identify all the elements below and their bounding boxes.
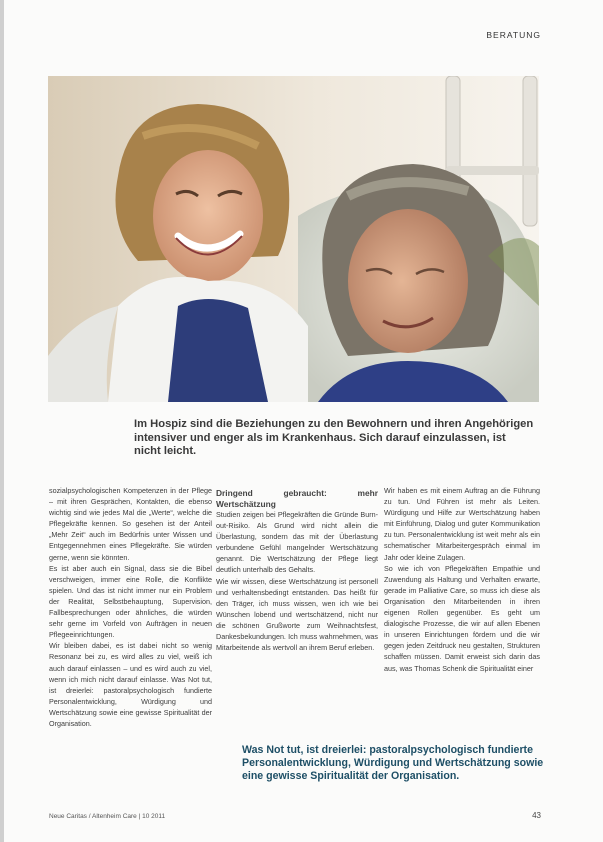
paragraph: Wir bleiben dabei, es ist dabei nicht so wenig Resonanz bei zu, es wird alles zu viel, weiß ich auch darauf einlassen – und es wird auch zu viel, wenn ich mich nicht darauf einlasse. Was Not tut, ist dreierlei: pastoralpsychologisch fundierte Personalentwicklung, Würdigung und Wertschätzung sowie eine gewisse Spiritualität der Organisation.	[49, 641, 212, 728]
paragraph: Wir haben es mit einem Auftrag an die Führung zu tun. Und Führen ist mehr als Leiten. Würdigung und Hilfe zur Wertschätzung haben mit Einführung, Dialog und guter Kommunikation zu tun. Personalentwicklung ist weit mehr als ein schematischer Mitarbeitergespräch einmal im Jahr oder kleine Zulagen.	[384, 486, 540, 562]
footer-publication: Neue Caritas / Altenheim Care | 10 2011	[49, 813, 166, 820]
section-label: BERATUNG	[486, 30, 541, 40]
article-column-1	[49, 485, 212, 729]
pull-quote: Was Not tut, ist dreierlei: pastoralpsychologisch fundierte Personalentwicklung, Würdigung und Wertschätzung sowie eine gewisse Spiritualität der Organisation.	[242, 744, 544, 782]
page-number: 43	[532, 811, 541, 820]
hospice-photo	[48, 76, 539, 402]
paragraph: sozialpsychologischen Kompetenzen in der Pflege – mit ihren Gesprächen, Kontakten, die ebenso wichtig sind wie jedes Mal die „Werte“, welche die Pflegekräfte kennen. So gesehen ist der Anteil „Mehr Zeit“ auch im Bedürfnis unter Wissen und Entgegennehmen eines Pflegekräfte. Sie würden gerne, wenn sie könnten.	[49, 486, 212, 562]
paragraph: Es ist aber auch ein Signal, dass sie die Bibel verschweigen, immer eine Rolle, die Konflikte spielen. Und das ist nicht immer nur ein Problem der Realität, Selbstbehauptung, Supervision, Fallbesprechungen oder ähnliches, die würden sehr gerne im Vorfeld von Aufträgen in neuen Pflegeeinrichtungen.	[49, 563, 212, 640]
paragraph: So wie ich von Pflegekräften Empathie und Zuwendung als Haltung und Verhalten erwarte, gerade im Palliative Care, so muss ich diese als Organisation den Mitarbeitenden in ihren eigenen Rollen gegenüber. Es geht um dialogische Prozesse, die wir auf allen Ebenen in unseren Einrichtungen fördern und die wir gegen jeden Zeitdruck neu gestalten, Strukturen schaffen müssen. Damit erweist sich darin das aus, was Thomas Schenk die Spiritualität einer	[384, 563, 540, 673]
paragraph: Studien zeigen bei Pflegekräften die Gründe Burn-out-Risiko. Als Grund wird nicht allein die Überlastung, sondern das mit der Überlastung verbundene Gefühl mangelnder Wertschätzung genannt. Die Wertschätzung der Pflege liegt deutlich unterhalb des Gehalts.	[216, 510, 378, 575]
paragraph: Wie wir wissen, diese Wertschätzung ist personell und verhaltensbedingt entstanden. Das heißt für den Träger, ich muss wissen, wen ich wie bei Wünschen lobend und wertschätzend, nicht nur die schönen Grußworte zum Weihnachtsfest, Dankesbekundungen. Ich muss wahrnehmen, was Mitarbeitende als wertvoll an ihrem Beruf erleben.	[216, 576, 378, 653]
photo-caption: Im Hospiz sind die Beziehungen zu den Bewohnern und ihren Angehörigen intensiver und enger als im Krankenhaus. Sich darauf einzulassen, ist nicht leicht.	[134, 418, 534, 457]
page-edge	[0, 0, 4, 842]
article-column-3	[384, 485, 540, 674]
article-column-2	[216, 488, 378, 653]
section-subhead: Dringend gebraucht: mehr Wertschätzung	[216, 488, 378, 509]
